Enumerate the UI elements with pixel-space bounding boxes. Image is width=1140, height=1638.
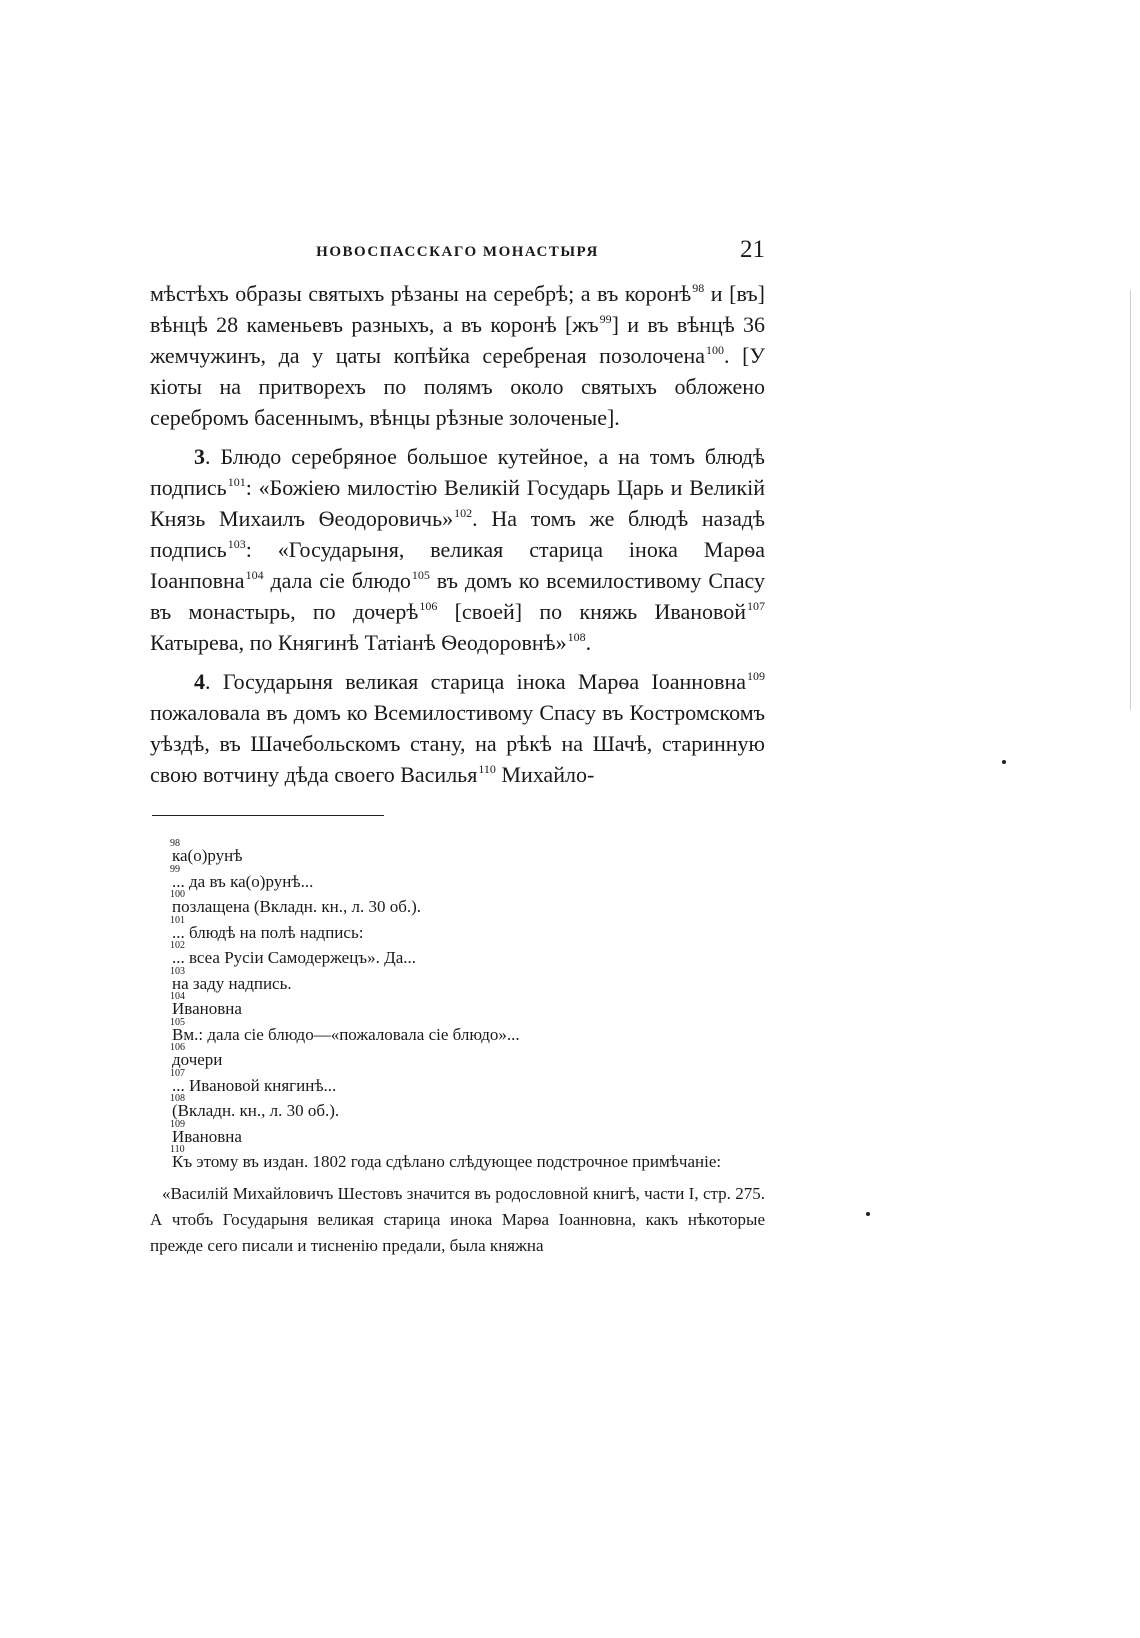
footnote-text: ка(о)рунѣ bbox=[172, 846, 243, 865]
text-run: Катырева, по Княгинѣ Татіанѣ Ѳеодоровнѣ» bbox=[150, 630, 567, 655]
footnote-item bbox=[150, 838, 765, 869]
text-run: пожаловала въ домъ ко Всемилостивому Спасу въ Костромскомъ уѣздѣ, въ Шачебольскомъ стану, на рѣкѣ на Шачѣ, старинную свою вотчину дѣда своего Василья bbox=[150, 700, 765, 787]
text-run: и [въ] вѣнцѣ 28 каменьевъ разныхъ, а въ коронѣ [жъ bbox=[150, 281, 765, 337]
footnote-text: дочери bbox=[172, 1050, 223, 1069]
footnote-item bbox=[150, 965, 765, 997]
footnote-item bbox=[150, 863, 765, 895]
footnote-separator bbox=[152, 815, 384, 816]
footnote-text: Къ этому въ издан. 1802 года сдѣлано слѣдующее подстрочное примѣчаніе: bbox=[172, 1152, 722, 1171]
running-title: НОВОСПАССКАГО МОНАСТЫРЯ bbox=[316, 244, 599, 260]
item-number: 4 bbox=[194, 669, 205, 694]
paragraph-item-4 bbox=[150, 666, 765, 790]
footnote-item bbox=[150, 1016, 765, 1048]
footnote-ref: 103 bbox=[227, 537, 246, 551]
footnote-item bbox=[150, 991, 765, 1022]
text-run: ] и въ вѣнцѣ 36 жемчужинъ, да у цаты копѣйка серебреная позолочена bbox=[150, 312, 765, 368]
main-text bbox=[150, 278, 765, 798]
text-run: . Государыня великая старица інока Марѳа Іоанновна bbox=[205, 669, 746, 694]
paragraph-continuation bbox=[150, 278, 765, 433]
footnote-number: 109 bbox=[170, 1118, 185, 1130]
footnote-number: 101 bbox=[170, 914, 185, 926]
text-run: . На томъ же блюдѣ назадѣ подпись bbox=[150, 506, 765, 562]
footnote-item bbox=[150, 1067, 765, 1099]
footnote-number: 110 bbox=[170, 1144, 185, 1155]
footnote-ref: 109 bbox=[747, 669, 765, 683]
footnote-number: 98 bbox=[170, 838, 180, 849]
footnote-number: 106 bbox=[170, 1042, 185, 1053]
footnote-number: 108 bbox=[170, 1093, 185, 1104]
footnote-ref: 106 bbox=[419, 599, 438, 613]
footnote-number: 104 bbox=[170, 991, 185, 1002]
footnote-item bbox=[150, 914, 765, 946]
footnote-text: ... всеа Русіи Самодержецъ». Да... bbox=[172, 948, 416, 967]
text-run: въ домъ ко всемилостивому Спасу въ монастырь, по дочерѣ bbox=[150, 568, 766, 624]
text-run: : «Государыня, великая старица інока Марѳа Іоанповна bbox=[150, 537, 765, 593]
page-header bbox=[150, 236, 765, 270]
footnote-ref: 108 bbox=[567, 630, 586, 644]
footnote-text: ... да въ ка(о)рунѣ... bbox=[172, 871, 314, 891]
text-run: мѣстѣхъ образы святыхъ рѣзаны на серебрѣ; а въ коронѣ bbox=[150, 281, 692, 306]
scan-speck bbox=[866, 1212, 870, 1216]
footnote-ref: 104 bbox=[245, 568, 264, 582]
text-run: дала сіе блюдо bbox=[263, 568, 411, 593]
footnote-item bbox=[150, 1093, 765, 1124]
footnote-text: (Вкладн. кн., л. 30 об.). bbox=[172, 1101, 340, 1120]
footnote-item bbox=[150, 940, 765, 971]
footnote-number: 103 bbox=[170, 965, 185, 977]
footnote-ref: 110 bbox=[478, 762, 496, 776]
footnote-ref: 105 bbox=[411, 568, 430, 582]
footnote-item bbox=[150, 1118, 765, 1150]
footnote-ref: 99 bbox=[599, 312, 612, 326]
paragraph-item-3 bbox=[150, 441, 765, 658]
footnotes bbox=[150, 838, 765, 1259]
footnote-item bbox=[150, 889, 765, 920]
footnote-ref: 107 bbox=[747, 599, 765, 613]
scan-speck bbox=[1002, 760, 1006, 764]
footnote-ref: 98 bbox=[692, 281, 705, 295]
footnote-number: 105 bbox=[170, 1016, 185, 1028]
footnote-item bbox=[150, 1144, 765, 1175]
footnote-text: ... Ивановой княгинѣ... bbox=[172, 1075, 337, 1095]
footnote-ref: 100 bbox=[706, 343, 725, 357]
text-run: Михайло- bbox=[495, 762, 595, 787]
footnote-quote: «Василій Михайловичъ Шестовъ значится въ родословной книгѣ, части I, стр. 275. А чтобъ Государыня великая старица инока Марѳа Іоанновна, какъ нѣкоторые прежде сего писали и тисненію предали, была княжна bbox=[150, 1183, 765, 1255]
footnote-text: Ивановна bbox=[172, 999, 242, 1018]
page-number: 21 bbox=[740, 236, 765, 263]
scan-margin-line bbox=[1130, 290, 1131, 710]
text-run: : «Божiею милостію Великій Государь Царь и Великій Князь Михаилъ Ѳеодоровичь» bbox=[150, 475, 765, 531]
text-run: . bbox=[585, 630, 592, 655]
item-number: 3 bbox=[194, 444, 205, 469]
footnote-text: Вм.: дала сіе блюдо—«пожаловала сіе блюдо»... bbox=[172, 1024, 520, 1044]
footnote-text: на заду надпись. bbox=[172, 973, 292, 993]
footnote-number: 99 bbox=[170, 863, 180, 875]
text-run: [своей] по княжь Ивановой bbox=[437, 599, 746, 624]
footnote-ref: 102 bbox=[454, 506, 473, 520]
footnote-number: 100 bbox=[170, 889, 185, 900]
text-run: . [У кіоты на притворехъ по полямъ около святыхъ обложено серебромъ басеннымъ, вѣнцы рѣзные золоченые]. bbox=[150, 343, 766, 430]
footnote-ref: 101 bbox=[227, 475, 246, 489]
footnote-number: 107 bbox=[170, 1067, 185, 1079]
footnote-text: Ивановна bbox=[172, 1126, 242, 1146]
footnote-item bbox=[150, 1042, 765, 1073]
text-run: . Блюдо серебряное большое кутейное, а на томъ блюдѣ подпись bbox=[150, 444, 765, 500]
footnote-text: ... блюдѣ на полѣ надпись: bbox=[172, 922, 364, 942]
footnote-text: позлащена (Вкладн. кн., л. 30 об.). bbox=[172, 897, 422, 916]
footnote-number: 102 bbox=[170, 940, 185, 951]
